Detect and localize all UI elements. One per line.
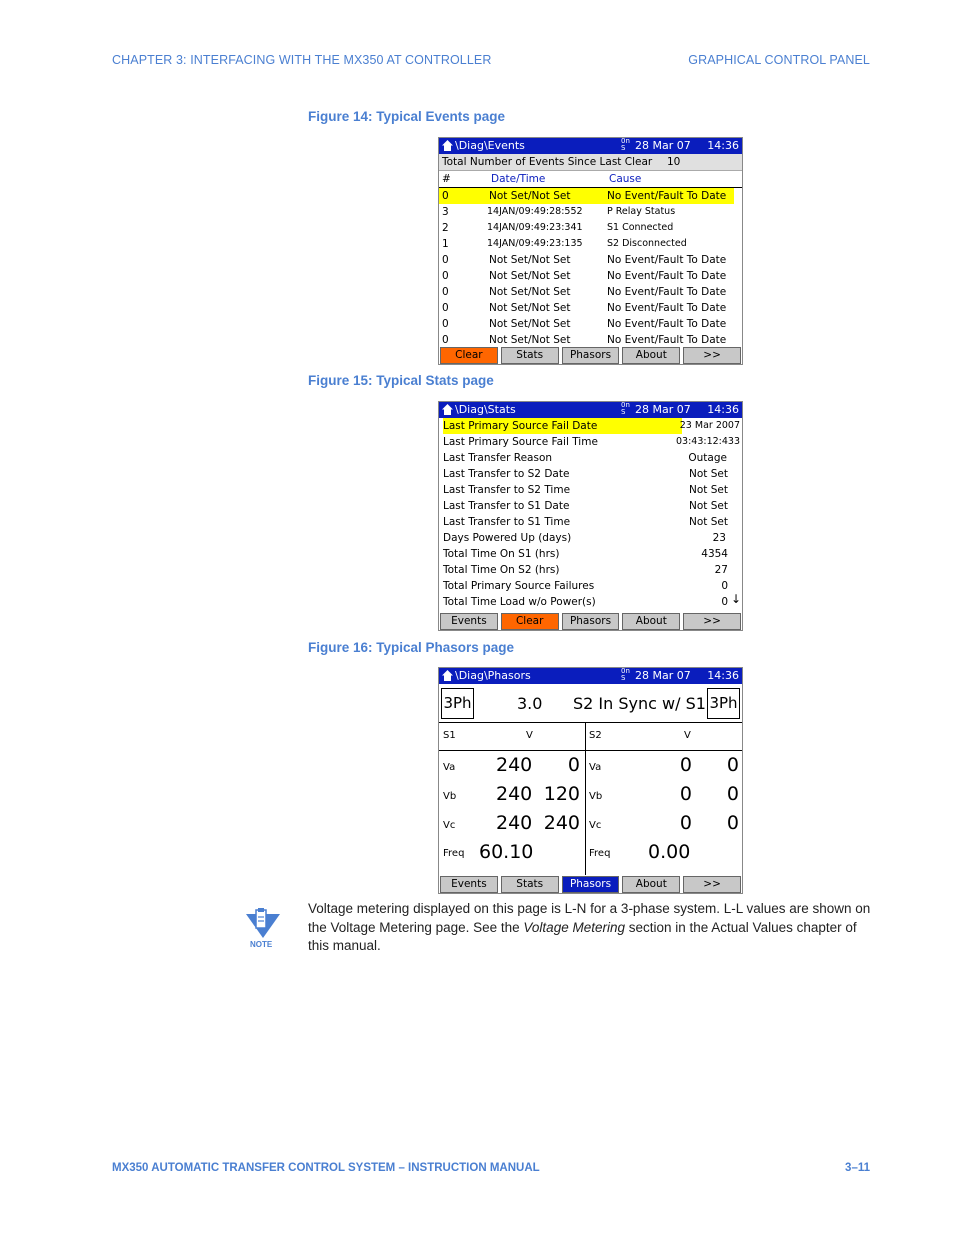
home-icon[interactable] xyxy=(441,403,454,416)
stat-label: Last Primary Source Fail Date xyxy=(443,418,682,434)
phasors-titlebar xyxy=(439,668,742,684)
clear-button[interactable]: Clear xyxy=(501,613,559,630)
event-date: 14JAN/09:49:28:552 xyxy=(487,206,583,217)
stat-label: Last Primary Source Fail Time xyxy=(443,436,598,448)
s2-magnitude: 0 xyxy=(679,812,692,834)
phasor-label: Va xyxy=(443,762,456,773)
titlebar-time: 14:36 xyxy=(707,139,739,152)
ds-indicator: 0n S xyxy=(621,137,630,152)
col-num: # xyxy=(442,173,451,185)
event-date: 14JAN/09:49:23:135 xyxy=(487,238,583,249)
figure-15-caption: Figure 15: Typical Stats page xyxy=(308,373,494,388)
s1-angle: 120 xyxy=(543,783,580,805)
titlebar-date: 28 Mar 07 xyxy=(635,403,691,416)
scroll-down-icon[interactable]: ↓ xyxy=(730,592,741,606)
stat-label: Last Transfer to S1 Date xyxy=(443,500,570,512)
phase-left-box[interactable]: 3Ph xyxy=(441,688,474,719)
list-item[interactable] xyxy=(439,530,742,546)
list-item[interactable] xyxy=(439,562,742,578)
clear-button[interactable]: Clear xyxy=(440,347,498,364)
stat-value: Not Set xyxy=(689,484,728,496)
s2-phasor-label: Vc xyxy=(589,820,602,831)
phasors-path: \Diag\Phasors xyxy=(455,669,531,682)
s1-unit: V xyxy=(526,730,533,741)
event-num: 3 xyxy=(442,206,449,218)
s1-freq-label: Freq xyxy=(443,848,465,859)
s1-angle: 0 xyxy=(567,754,580,776)
note-label: NOTE xyxy=(250,940,273,949)
events-button[interactable]: Events xyxy=(440,613,498,630)
stat-label: Last Transfer to S2 Date xyxy=(443,468,570,480)
stat-value: Not Set xyxy=(689,516,728,528)
next-button[interactable]: >> xyxy=(683,347,741,364)
stat-value: 0 xyxy=(721,580,728,592)
events-button-bar xyxy=(439,346,742,364)
s2-phasor-label: Vb xyxy=(589,791,603,802)
list-item[interactable] xyxy=(439,236,742,252)
s1-freq-value: 60.10 xyxy=(479,841,534,863)
event-num: 0 xyxy=(442,190,449,202)
stat-value: Not Set xyxy=(689,500,728,512)
stats-list xyxy=(439,418,742,610)
event-num: 0 xyxy=(442,254,449,266)
col-date: Date/Time xyxy=(491,173,546,185)
stat-value: 4354 xyxy=(701,548,728,560)
about-button[interactable]: About xyxy=(622,347,680,364)
stat-label: Days Powered Up (days) xyxy=(443,532,572,544)
list-item[interactable] xyxy=(439,418,742,434)
list-item[interactable] xyxy=(439,268,742,284)
event-cause: No Event/Fault To Date xyxy=(607,254,727,266)
chapter-header: CHAPTER 3: INTERFACING WITH THE MX350 AT CONTROLLER xyxy=(112,53,492,67)
phase-right-box[interactable]: 3Ph xyxy=(707,688,740,719)
about-button[interactable]: About xyxy=(622,613,680,630)
titlebar-date: 28 Mar 07 xyxy=(635,669,691,682)
stat-label: Last Transfer to S1 Time xyxy=(443,516,571,528)
s2-freq-value: 0.00 xyxy=(648,841,691,863)
ds-indicator: 0n S xyxy=(621,667,630,682)
list-item[interactable] xyxy=(439,220,742,236)
list-item[interactable] xyxy=(439,514,742,530)
event-cause: No Event/Fault To Date xyxy=(607,334,727,346)
list-item[interactable] xyxy=(439,450,742,466)
list-item[interactable] xyxy=(439,546,742,562)
titlebar-time: 14:36 xyxy=(707,669,739,682)
home-icon[interactable] xyxy=(441,139,454,152)
titlebar-time: 14:36 xyxy=(707,403,739,416)
list-item[interactable] xyxy=(439,316,742,332)
stat-label: Total Primary Source Failures xyxy=(443,580,595,592)
stat-value: 23 xyxy=(712,532,726,544)
event-cause: No Event/Fault To Date xyxy=(607,302,727,314)
ds-indicator: 0n S xyxy=(621,401,630,416)
s2-unit: V xyxy=(684,730,691,741)
event-cause: No Event/Fault To Date xyxy=(607,270,727,282)
stat-label: Last Transfer Reason xyxy=(443,452,553,464)
stats-titlebar xyxy=(439,402,742,418)
s2-angle: 0 xyxy=(726,783,739,805)
s2-angle: 0 xyxy=(726,754,739,776)
phasors-screen xyxy=(438,667,743,894)
event-cause: No Event/Fault To Date xyxy=(607,286,727,298)
list-item[interactable] xyxy=(439,594,742,610)
next-button[interactable]: >> xyxy=(683,613,741,630)
stats-button[interactable]: Stats xyxy=(501,347,559,364)
figure-14-caption: Figure 14: Typical Events page xyxy=(308,109,506,124)
list-item[interactable] xyxy=(439,204,742,220)
list-item[interactable] xyxy=(439,188,734,204)
list-item[interactable] xyxy=(439,284,742,300)
list-item[interactable] xyxy=(439,434,742,450)
s2-phasor-label: Va xyxy=(589,762,602,773)
note-text: Voltage metering displayed on this page is L-N for a 3-phase system. L-L values are shown on the Voltage Metering page. See the Voltage Metering section in the Actual Values chapter of this manual. xyxy=(308,901,871,953)
stat-value: Not Set xyxy=(689,468,728,480)
stats-screen xyxy=(438,401,743,631)
event-cause: S2 Disconnected xyxy=(607,238,687,249)
figure-16-caption: Figure 16: Typical Phasors page xyxy=(308,640,515,655)
stat-value: Outage xyxy=(688,452,727,464)
voltage-metering-ref: Voltage Metering xyxy=(523,919,625,935)
event-cause: No Event/Fault To Date xyxy=(607,318,727,330)
list-item[interactable] xyxy=(439,300,742,316)
s2-label: S2 xyxy=(589,730,602,741)
stats-button[interactable]: Stats xyxy=(501,876,559,893)
event-date: Not Set/Not Set xyxy=(489,190,571,202)
stats-path: \Diag\Stats xyxy=(455,403,516,416)
event-date: Not Set/Not Set xyxy=(489,334,571,346)
s1-angle: 240 xyxy=(543,812,580,834)
list-item[interactable] xyxy=(439,498,742,514)
event-num: 1 xyxy=(442,238,449,250)
about-button[interactable]: About xyxy=(622,876,680,893)
events-button[interactable]: Events xyxy=(440,876,498,893)
list-item[interactable] xyxy=(439,252,742,268)
s1-magnitude: 240 xyxy=(496,812,533,834)
phasors-button[interactable]: Phasors xyxy=(562,876,620,893)
event-date: Not Set/Not Set xyxy=(489,270,571,282)
stat-value: 27 xyxy=(714,564,728,576)
phasor-label: Vb xyxy=(443,791,457,802)
s2-magnitude: 0 xyxy=(679,783,692,805)
event-cause: No Event/Fault To Date xyxy=(607,190,727,202)
events-total-label: Total Number of Events Since Last Clear xyxy=(442,156,653,168)
event-cause: S1 Connected xyxy=(607,222,674,233)
list-item[interactable] xyxy=(439,578,742,594)
phasors-button[interactable]: Phasors xyxy=(562,613,620,630)
events-column-header xyxy=(439,171,742,188)
stat-value: 23 Mar 2007 xyxy=(679,420,740,431)
event-date: Not Set/Not Set xyxy=(489,318,571,330)
list-item[interactable] xyxy=(439,466,742,482)
stat-value: 0 xyxy=(721,596,728,608)
stat-label: Total Time On S2 (hrs) xyxy=(443,564,560,576)
event-date: Not Set/Not Set xyxy=(489,286,571,298)
sync-status: S2 In Sync w/ S1 xyxy=(573,694,706,713)
titlebar-date: 28 Mar 07 xyxy=(635,139,691,152)
s1-magnitude: 240 xyxy=(496,754,533,776)
stat-label: Last Transfer to S2 Time xyxy=(443,484,571,496)
home-icon[interactable] xyxy=(441,669,454,682)
event-num: 0 xyxy=(442,286,449,298)
s1-magnitude: 240 xyxy=(496,783,533,805)
stat-label: Total Time Load w/o Power(s) xyxy=(443,596,596,608)
events-screen xyxy=(438,137,743,365)
list-item[interactable] xyxy=(439,482,742,498)
section-header: GRAPHICAL CONTROL PANEL xyxy=(688,53,870,67)
footer-title: MX350 AUTOMATIC TRANSFER CONTROL SYSTEM – INSTRUCTION MANUAL xyxy=(112,1162,540,1174)
s1-label: S1 xyxy=(443,730,456,741)
page-number: 3–11 xyxy=(845,1162,870,1174)
event-date: Not Set/Not Set xyxy=(489,302,571,314)
events-titlebar xyxy=(439,138,742,154)
s2-magnitude: 0 xyxy=(679,754,692,776)
phasors-button-bar xyxy=(439,875,742,893)
event-num: 2 xyxy=(442,222,449,234)
center-value: 3.0 xyxy=(517,694,543,713)
next-button[interactable]: >> xyxy=(683,876,741,893)
stat-value: 03:43:12:433 xyxy=(676,436,740,447)
stat-label: Total Time On S1 (hrs) xyxy=(443,548,560,560)
event-num: 0 xyxy=(442,270,449,282)
event-cause: P Relay Status xyxy=(607,206,676,217)
s2-freq-label: Freq xyxy=(589,848,611,859)
s2-angle: 0 xyxy=(726,812,739,834)
col-cause: Cause xyxy=(609,173,642,185)
events-total-value: 10 xyxy=(667,156,681,168)
event-num: 0 xyxy=(442,318,449,330)
phasors-button[interactable]: Phasors xyxy=(562,347,620,364)
stats-button-bar xyxy=(439,612,742,630)
event-date: 14JAN/09:49:23:341 xyxy=(487,222,583,233)
events-list xyxy=(439,188,742,348)
event-num: 0 xyxy=(442,334,449,346)
events-path: \Diag\Events xyxy=(455,139,525,152)
event-num: 0 xyxy=(442,302,449,314)
phasor-label: Vc xyxy=(443,820,456,831)
event-date: Not Set/Not Set xyxy=(489,254,571,266)
events-total-row xyxy=(439,154,742,171)
